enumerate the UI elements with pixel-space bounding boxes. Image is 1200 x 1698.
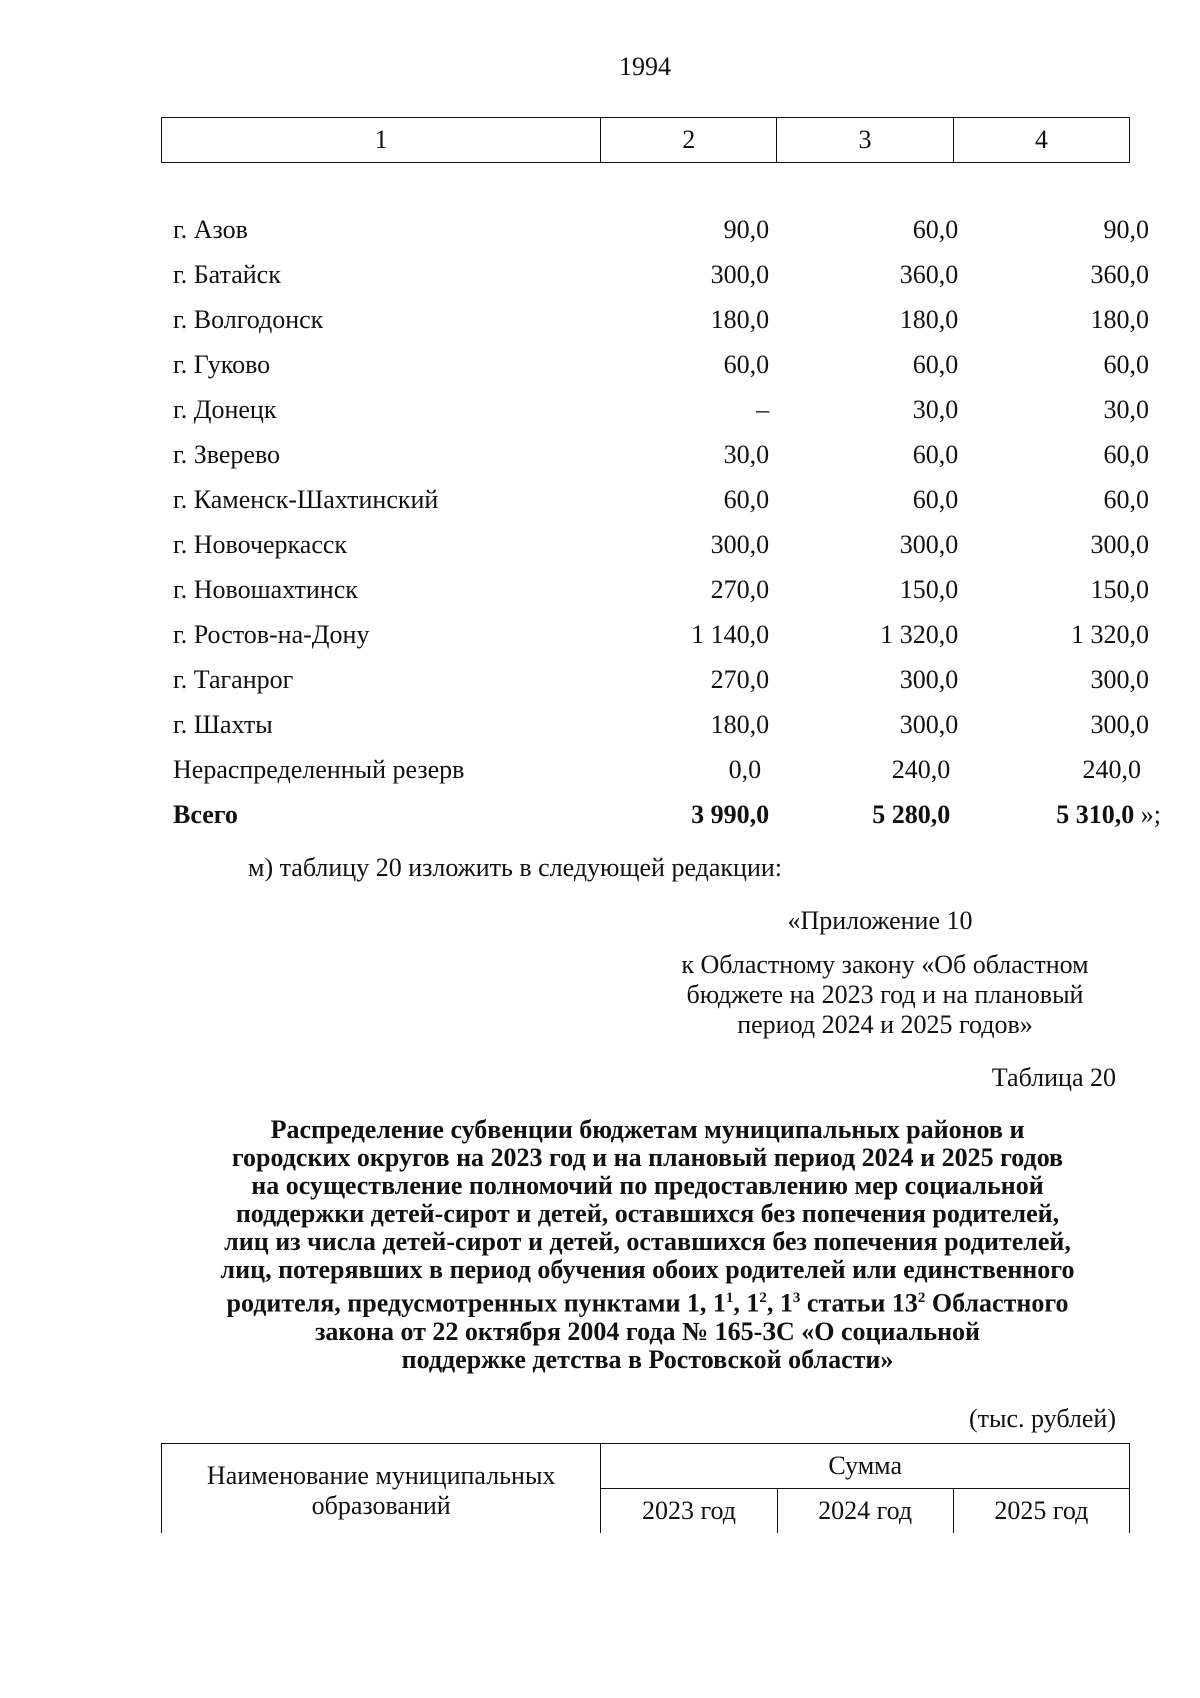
value-2025: 180,0 bbox=[1090, 304, 1149, 334]
total-row bbox=[161, 792, 1161, 837]
value-2024: 240,0 bbox=[891, 754, 951, 784]
appendix-line: бюджете на 2023 год и на плановый bbox=[686, 980, 1084, 1009]
table-row bbox=[161, 207, 1161, 252]
amendment-instruction: м) таблицу 20 изложить в следующей редакции: bbox=[248, 853, 783, 882]
value-2025: 360,0 bbox=[1090, 259, 1149, 289]
value-2025: 240,0 bbox=[1082, 754, 1141, 784]
value-2024: 60,0 bbox=[912, 349, 959, 379]
table-row bbox=[161, 612, 1161, 657]
municipality-name: г. Ростов-на-Дону bbox=[173, 619, 370, 649]
municipality-name: г. Гуково bbox=[173, 349, 271, 379]
municipality-name: г. Азов bbox=[173, 214, 248, 244]
year-2025-header: 2025 год bbox=[953, 1489, 1129, 1534]
municipality-name-header: Наименование муниципальных образований bbox=[162, 1444, 601, 1534]
appendix-reference bbox=[640, 950, 1130, 1040]
title-line: Распределение субвенции бюджетам муниципальных районов и bbox=[270, 1115, 1025, 1144]
table-row bbox=[161, 567, 1161, 612]
value-2025: 300,0 bbox=[1090, 709, 1149, 739]
value-2023: 30,0 bbox=[723, 439, 770, 469]
table-row bbox=[161, 432, 1161, 477]
value-2023: 0,0 bbox=[728, 754, 762, 784]
value-2025: 30,0 bbox=[1103, 394, 1149, 424]
municipality-name: г. Зверево bbox=[173, 439, 281, 469]
municipality-name: г. Шахты bbox=[173, 709, 273, 739]
value-2024: 60,0 bbox=[912, 214, 959, 244]
value-2025: 90,0 bbox=[1103, 214, 1149, 244]
appendix-line: к Областному закону «Об областном bbox=[681, 950, 1089, 979]
value-2023: 1 140,0 bbox=[691, 619, 770, 649]
appendix-title: «Приложение 10 bbox=[787, 906, 973, 935]
value-2024: 300,0 bbox=[899, 664, 959, 694]
value-2025: 60,0 bbox=[1103, 439, 1149, 469]
column-number-2: 2 bbox=[601, 118, 777, 163]
value-2025: 60,0 bbox=[1103, 484, 1149, 514]
column-number-4: 4 bbox=[953, 118, 1129, 163]
value-2024: 180,0 bbox=[899, 304, 959, 334]
value-2024: 150,0 bbox=[899, 574, 959, 604]
title-line: поддержке детства в Ростовской области» bbox=[401, 1344, 894, 1374]
year-2023-header: 2023 год bbox=[601, 1489, 777, 1534]
table-row bbox=[161, 252, 1161, 297]
value-2023: 270,0 bbox=[710, 574, 770, 604]
value-2024: 60,0 bbox=[912, 484, 959, 514]
table-row bbox=[161, 702, 1161, 747]
table-row bbox=[161, 747, 1161, 792]
sum-header: Сумма bbox=[601, 1444, 1130, 1489]
municipality-name: г. Волгодонск bbox=[173, 304, 324, 334]
municipality-name: г. Новошахтинск bbox=[173, 574, 358, 604]
value-2025: 1 320,0 bbox=[1071, 619, 1149, 649]
value-2023: – bbox=[756, 394, 770, 424]
value-2024: 60,0 bbox=[912, 439, 959, 469]
value-2024: 300,0 bbox=[899, 709, 959, 739]
value-2023: 60,0 bbox=[723, 484, 770, 514]
value-2025: 300,0 bbox=[1090, 529, 1149, 559]
value-2023: 300,0 bbox=[710, 259, 770, 289]
column-number-header bbox=[161, 117, 1130, 163]
municipality-name: г. Каменск-Шахтинский bbox=[173, 484, 439, 514]
title-line: закона от 22 октября 2004 года № 165-ЗС «О социальной bbox=[314, 1316, 981, 1346]
municipality-name: г. Новочеркасск bbox=[173, 529, 348, 559]
title-line: родителя, предусмотренных пунктами 1, $1^1$, $1^2$, $1^3$ статьи $13^2$ Областного bbox=[226, 1288, 1069, 1318]
subvention-table-header bbox=[161, 1443, 1130, 1533]
appendix-line: период 2024 и 2025 годов» bbox=[737, 1010, 1033, 1039]
table-row bbox=[161, 657, 1161, 702]
value-2023: 180,0 bbox=[710, 709, 770, 739]
column-number-3: 3 bbox=[777, 118, 953, 163]
table-row bbox=[161, 387, 1161, 432]
value-2025: 60,0 bbox=[1103, 349, 1149, 379]
value-2025: 300,0 bbox=[1090, 664, 1149, 694]
total-label: Всего bbox=[173, 799, 238, 829]
table-row bbox=[161, 477, 1161, 522]
value-2023: 300,0 bbox=[710, 529, 770, 559]
year-2024-header: 2024 год bbox=[777, 1489, 953, 1534]
table-row bbox=[161, 342, 1161, 387]
value-2025: 150,0 bbox=[1090, 574, 1149, 604]
value-2024: 300,0 bbox=[899, 529, 959, 559]
value-2024: 360,0 bbox=[899, 259, 959, 289]
municipality-name: г. Таганрог bbox=[173, 664, 294, 694]
title-line: на осуществление полномочий по предоставлению мер социальной bbox=[251, 1171, 1044, 1200]
page-number: 1994 bbox=[619, 52, 671, 81]
value-2023: 90,0 bbox=[723, 214, 770, 244]
total-2024: 5 280,0 bbox=[872, 799, 951, 829]
title-line: поддержки детей-сирот и детей, оставшихся без попечения родителей, bbox=[235, 1199, 1060, 1228]
table-label: Таблица 20 bbox=[991, 1063, 1116, 1092]
units-label: (тыс. рублей) bbox=[968, 1404, 1116, 1433]
document-title bbox=[165, 1116, 1130, 1374]
table-row bbox=[161, 522, 1161, 567]
distribution-table bbox=[161, 207, 1161, 837]
value-2023: 180,0 bbox=[710, 304, 770, 334]
value-2023: 60,0 bbox=[723, 349, 770, 379]
municipality-name: г. Батайск bbox=[173, 259, 281, 289]
column-number-1: 1 bbox=[162, 118, 601, 163]
total-2023: 3 990,0 bbox=[691, 799, 770, 829]
value-2024: 30,0 bbox=[912, 394, 959, 424]
total-2025: 5 310,0 »; bbox=[1056, 799, 1161, 829]
municipality-name: г. Донецк bbox=[173, 394, 277, 424]
title-line: лиц, потерявших в период обучения обоих родителей или единственного bbox=[220, 1255, 1075, 1284]
municipality-name: Нераспределенный резерв bbox=[173, 754, 465, 784]
value-2024: 1 320,0 bbox=[880, 619, 959, 649]
table-row bbox=[161, 297, 1161, 342]
closing-quote: »; bbox=[1134, 799, 1161, 829]
value-2023: 270,0 bbox=[710, 664, 770, 694]
title-line: городских округов на 2023 год и на плановый период 2024 и 2025 годов bbox=[231, 1143, 1064, 1172]
title-line: лиц из числа детей-сирот и детей, оставшихся без попечения родителей, bbox=[224, 1227, 1071, 1256]
